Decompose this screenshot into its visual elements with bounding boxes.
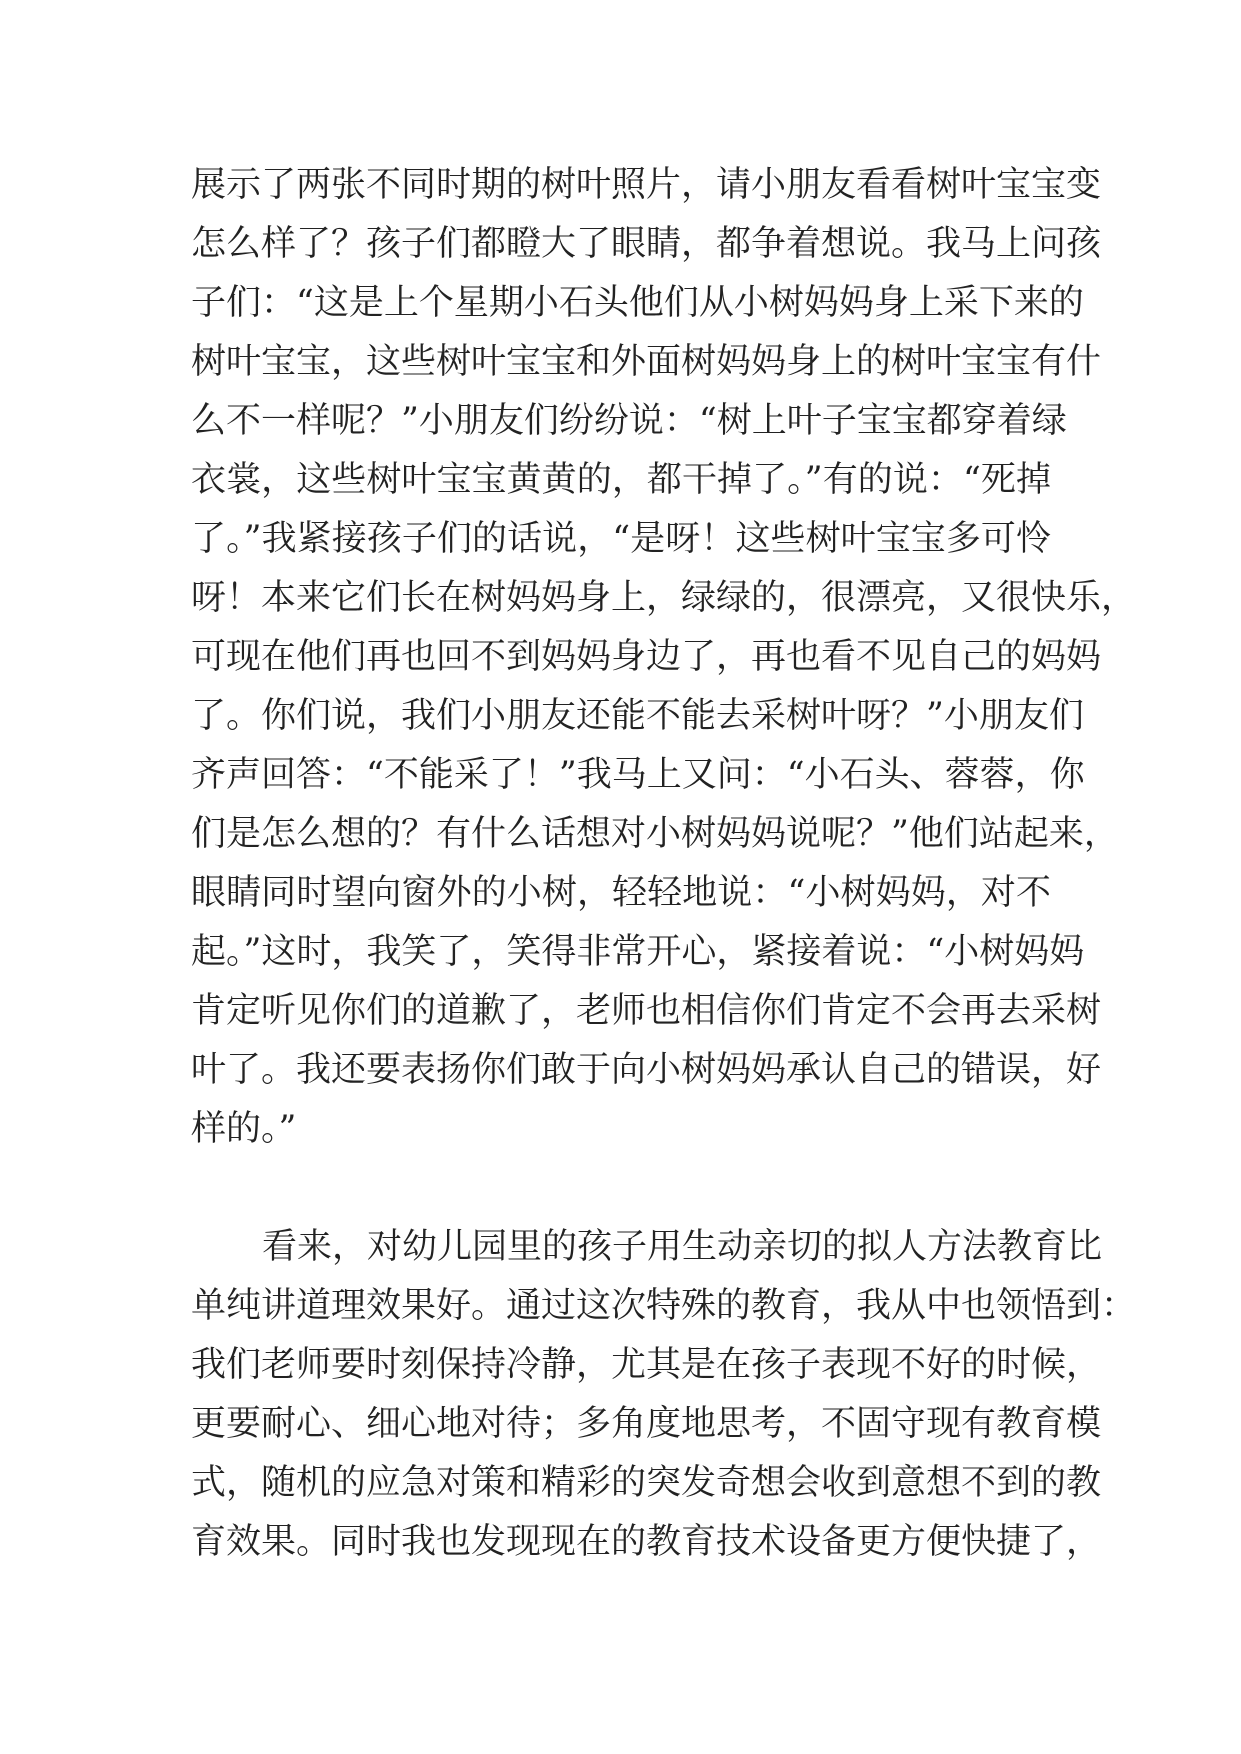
text-line: 树叶宝宝，这些树叶宝宝和外面树妈妈身上的树叶宝宝有什: [191, 342, 1102, 382]
text-line: 了。你们说，我们小朋友还能不能去采树叶呀？”小朋友们: [191, 696, 1084, 736]
text-line: 齐声回答：“不能采了！”我马上又问：“小石头、蓉蓉，你: [191, 755, 1085, 795]
text-line: 呀！本来它们长在树妈妈身上，绿绿的，很漂亮，又很快乐，: [191, 578, 1137, 618]
text-line: 式，随机的应急对策和精彩的突发奇想会收到意想不到的教: [191, 1463, 1102, 1503]
text-line: 了。”我紧接孩子们的话说，“是呀！这些树叶宝宝多可怜: [191, 519, 1051, 559]
text-line: 肯定听见你们的道歉了，老师也相信你们肯定不会再去采树: [191, 991, 1102, 1031]
text-line: 育效果。同时我也发现现在的教育技术设备更方便快捷了，: [191, 1522, 1102, 1562]
text-line: 们是怎么想的？有什么话想对小树妈妈说呢？”他们站起来，: [191, 814, 1119, 854]
text-line: 可现在他们再也回不到妈妈身边了，再也看不见自己的妈妈: [191, 637, 1102, 677]
text-line: 看来，对幼儿园里的孩子用生动亲切的拟人方法教育比: [262, 1227, 1103, 1267]
text-line: 起。”这时，我笑了，笑得非常开心，紧接着说：“小树妈妈: [191, 932, 1085, 972]
text-line: 眼睛同时望向窗外的小树，轻轻地说：“小树妈妈，对不: [191, 873, 1051, 913]
text-line: 我们老师要时刻保持冷静，尤其是在孩子表现不好的时候，: [191, 1345, 1102, 1385]
text-line: 么不一样呢？”小朋友们纷纷说：“树上叶子宝宝都穿着绿: [191, 401, 1067, 441]
text-line: 衣裳，这些树叶宝宝黄黄的，都干掉了。”有的说：“死掉: [191, 460, 1051, 500]
text-line: 单纯讲道理效果好。通过这次特殊的教育，我从中也领悟到：: [191, 1286, 1137, 1326]
text-line: 叶了。我还要表扬你们敢于向小树妈妈承认自己的错误，好: [191, 1050, 1102, 1090]
text-line: 怎么样了？孩子们都瞪大了眼睛，都争着想说。我马上问孩: [191, 224, 1102, 264]
text-line: 更要耐心、细心地对待；多角度地思考，不固守现有教育模: [191, 1404, 1102, 1444]
text-line: 子们：“这是上个星期小石头他们从小树妈妈身上采下来的: [191, 283, 1084, 323]
text-line: 展示了两张不同时期的树叶照片，请小朋友看看树叶宝宝变: [191, 165, 1102, 205]
text-line: 样的。”: [191, 1109, 297, 1149]
